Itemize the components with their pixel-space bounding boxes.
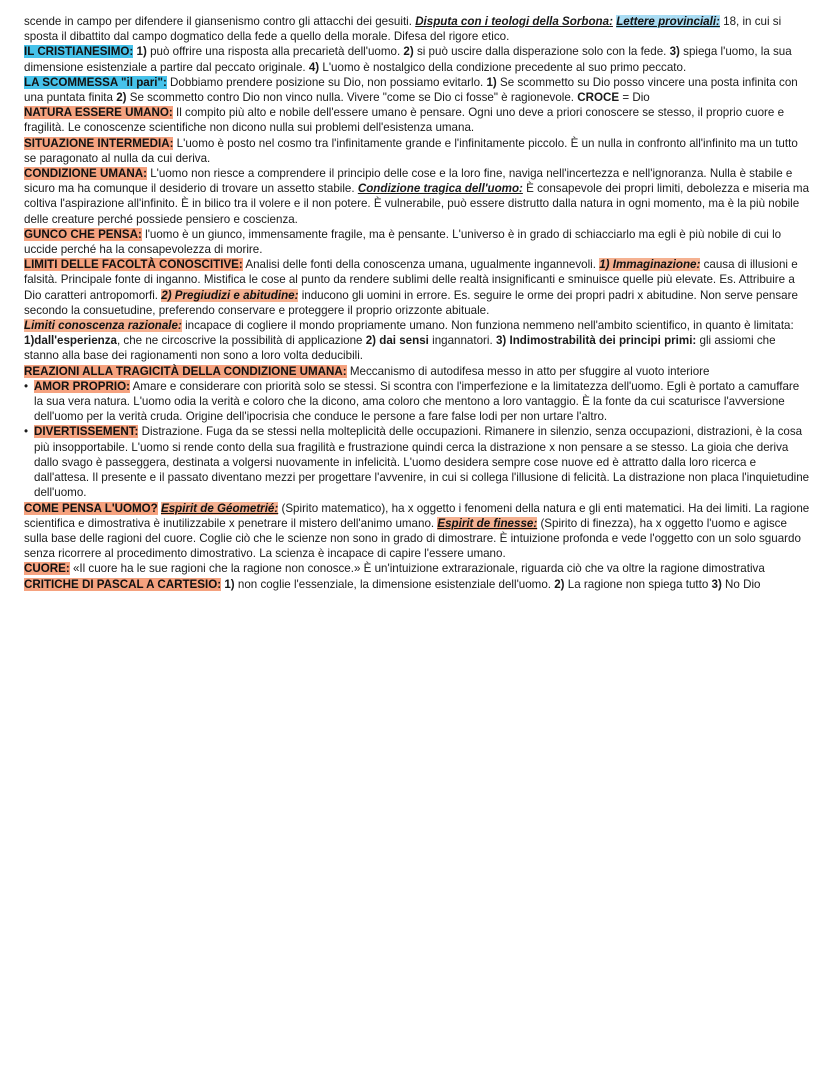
intro-paragraph: scende in campo per difendere il giansenismo contro gli attacchi dei gesuiti. Disputa con i teologi della Sorbona: Lettere provinciali: 18, in cui si sposta il dibattito dal campo dogmatico della fede a quello della morale. Difesa del rigore etico.: [24, 15, 782, 44]
limiti-paragraph: LIMITI DELLE FACOLTÀ CONOSCITIVE: Analisi delle fonti della conoscenza umana, ugualmente ingannevoli. 1) Immaginazione: causa di illusioni e falsità. Principale fonte di inganno. Mistifica le cose al punto da rendere sublimi delle realtà insignificanti e sminuisce quelle più elevate. Es. Attribuire a Dio caratteri antropomorfi. 2) Pregiudizi e abitudine: inducono gli uomini in errore. Es. seguire le orme dei propri padri x abitudine. Non serve pensare secondo la consuetudine, preferendo conservare e proteggere il proprio orizzonte abituale.: [24, 258, 798, 317]
condizione-tragica-label: Condizione tragica dell'uomo:: [357, 182, 523, 196]
amor-proprio-heading: AMOR PROPRIO:: [34, 379, 130, 393]
reazioni-paragraph: REAZIONI ALLA TRAGICITÀ DELLA CONDIZIONE UMANA: Meccanismo di autodifesa messo in atto per sfuggire al vuoto interiore: [24, 364, 710, 378]
reazioni-heading: REAZIONI ALLA TRAGICITÀ DELLA CONDIZIONE UMANA:: [24, 364, 347, 378]
list-item: • DIVERTISSEMENT: Distrazione. Fuga da se stessi nella molteplicità delle occupazioni. Rimanere in silenzio, senza occupazioni, distrazioni, è la cosa più insopportabile. L'uomo si rende conto della sua fragilità e frustrazione quindi cerca la distrazione x non pensare a se stesso. La gioia che deriva dallo svago è passeggera, destinata a volgersi nuovamente in infelicità. L'uomo desidera sempre cose nuove ed è attratto dalla loro ricerca e dall'attesa. Il presente e il passato diventano mezzi per progettare l'avvenire, in cui si collega l'illusione di felicità. La distrazione non placa l'inquietudine dell'uomo.: [34, 424, 810, 500]
immaginazione-label: 1) Immaginazione:: [599, 258, 701, 272]
divertissement-heading: DIVERTISSEMENT:: [34, 425, 139, 439]
finesse-label: Espirit de finesse:: [437, 516, 538, 530]
limiti-razionale-heading: Limiti conoscenza razionale:: [24, 319, 182, 333]
cristianesimo-paragraph: IL CRISTIANESIMO: 1) può offrire una risposta alla precarietà dell'uomo. 2) si può uscire dalla disperazione solo con la fede. 3) spiega l'uomo, la sua dimensione esistenziale a partire dal peccato originale. 4) L'uomo è nostalgico della condizione precedente al suo primo peccato.: [24, 45, 792, 74]
critiche-paragraph: CRITICHE DI PASCAL A CARTESIO: 1) non coglie l'essenziale, la dimensione esistenziale dell'uomo. 2) La ragione non spiega tutto 3) No Dio: [24, 577, 761, 591]
critiche-heading: CRITICHE DI PASCAL A CARTESIO:: [24, 577, 222, 591]
cuore-heading: CUORE:: [24, 562, 70, 576]
situazione-paragraph: SITUAZIONE INTERMEDIA: L'uomo è posto nel cosmo tra l'infinitamente grande e l'infinitamente piccolo. È un nulla in confronto all'infinito ma un tutto se paragonato al nulla da cui deriva.: [24, 136, 798, 165]
limiti-heading: LIMITI DELLE FACOLTÀ CONOSCITIVE:: [24, 258, 243, 272]
natura-heading: NATURA ESSERE UMANO:: [24, 106, 173, 120]
condizione-paragraph: CONDIZIONE UMANA: L'uomo non riesce a comprendere il principio delle cose e la loro fine, naviga nell'incertezza e nell'ignoranza. Nulla è stabile e sicuro ma ha comunque il desiderio di trovare un assetto stabile. Condizione tragica dell'uomo: È consapevole dei propri limiti, debolezza e miseria ma coltiva l'aspirazione all'infinito. È in bilico tra il volere e il non potere. È vulnerabile, può essere distrutto dalla natura in ogni momento, ma è la più nobile delle creature perché possiede pensiero e coscienza.: [24, 167, 810, 226]
list-item: • AMOR PROPRIO: Amare e considerare con priorità solo se stessi. Si scontra con l'imperfezione e la limitatezza dell'uomo. Egli è portato a camuffare la sua vera natura. L'uomo odia la verità e coloro che la dicono, ama coloro che mentono a loro vantaggio. È la fonte da cui scaturisce l'avversione dell'uomo per la verità cruda. Origine dell'ipocrisia che conduce le persone a fare false lodi per non urtare l'altro.: [34, 379, 810, 425]
scommessa-heading: LA SCOMMESSA "il pari":: [24, 75, 167, 89]
cristianesimo-heading: IL CRISTIANESIMO:: [24, 45, 134, 59]
lettere-label: Lettere provinciali:: [616, 15, 720, 28]
notes-document: [24, 14, 810, 592]
natura-paragraph: NATURA ESSERE UMANO: Il compito più alto e nobile dell'essere umano è pensare. Ogni uno deve a priori conoscere se stesso, il proprio cuore e fragilità. Le conoscenze scientifiche non dicono nulla sui problemi dell'esistenza umana.: [24, 106, 785, 135]
pensa-heading: COME PENSA L'UOMO?: [24, 501, 158, 515]
cuore-paragraph: CUORE: «Il cuore ha le sue ragioni che la ragione non conosce.» È un'intuizione extrarazionale, riguarda ciò che va oltre la ragione dimostrativa: [24, 562, 765, 576]
giunco-paragraph: GUNCO CHE PENSA: l'uomo è un giunco, immensamente fragile, ma è pensante. L'universo è in grado di schiacciarlo ma egli è più nobile di cui lo uccide perché ha la consapevolezza di morire.: [24, 227, 782, 257]
limiti-razionale-paragraph: Limiti conoscenza razionale: incapace di cogliere il mondo propriamente umano. Non funziona nemmeno nell'ambito scientifico, in quanto è limitata: 1)dall'esperienza, che ne circoscrive la possibilità di applicazione 2) dai sensi ingannatori. 3) Indimostrabilità dei principi primi: gli assiomi che stanno alla base dei ragionamenti non sono a loro volta deducibili.: [24, 319, 794, 363]
situazione-heading: SITUAZIONE INTERMEDIA:: [24, 136, 174, 150]
pregiudizi-label: 2) Pregiudizi e abitudine:: [161, 288, 299, 302]
scommessa-paragraph: LA SCOMMESSA "il pari": Dobbiamo prendere posizione su Dio, non possiamo evitarlo. 1) Se scommetto su Dio posso vincere una posta infinita con una puntata finita 2) Se scommetto contro Dio non vinco nulla. Vivere "come se Dio ci fosse" è ragionevole. CROCE = Dio: [24, 75, 798, 105]
geometrie-label: Espirit de Géometrié:: [160, 501, 279, 515]
disputa-label: Disputa con i teologi della Sorbona:: [415, 15, 613, 28]
pensa-paragraph: COME PENSA L'UOMO? Espirit de Géometrié: (Spirito matematico), ha x oggetto i fenomeni della natura e gli enti matematici. Ha dei limiti. La ragione scientifica e dimostrativa è inutilizzabile x penetrare il mistero dell'animo umano. Espirit de finesse: (Spirito di finezza), ha x oggetto l'uomo e agisce sulla base delle ragioni del cuore. Coglie ciò che le scienze non sono in grado di dimostrare. È intuizione profonda e vede l'oggetto con un solo sguardo senza ricorrere al procedimento dimostrativo. La scienza è incapace di capire l'essere umano.: [24, 501, 810, 561]
condizione-heading: CONDIZIONE UMANA:: [24, 167, 148, 181]
reazioni-list: [24, 379, 810, 501]
giunco-heading: GUNCO CHE PENSA:: [24, 227, 142, 241]
